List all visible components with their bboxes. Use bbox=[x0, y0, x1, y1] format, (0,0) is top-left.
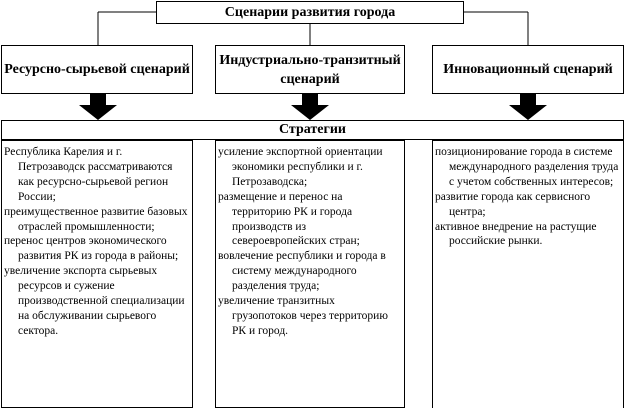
strategy-item: усиление экспортной ориентации экономики республики и г. Петрозаводска; bbox=[218, 146, 383, 188]
strategy-item: развитие города как сервисного центра; bbox=[435, 190, 591, 218]
strategy-item: преимущественное развитие базовых отраслей промышленности; bbox=[4, 205, 188, 233]
strategy-item: увеличение транзитных грузопотоков через территорию РК и город. bbox=[218, 295, 388, 337]
strategy-item: вовлечение республики и города в систему международного разделения труда; bbox=[218, 250, 386, 293]
strategy-column-innovation bbox=[432, 140, 624, 408]
diagram-title: Сценарии развития города bbox=[156, 1, 464, 24]
down-arrow-icon bbox=[79, 94, 117, 120]
strategies-header: Стратегии bbox=[1, 120, 624, 140]
scenario-innovation-header: Инновационный сценарий bbox=[432, 45, 624, 94]
strategy-item: размещение и перенос на территорию РК и города производств из североевропейских стран; bbox=[218, 190, 360, 248]
strategy-item: Республика Карелия и г. Петрозаводск рассматриваются как ресурсно-сырьевой регион России; bbox=[4, 146, 173, 203]
strategy-column-resource bbox=[1, 140, 193, 408]
strategy-item: увеличение экспорта сырьевых ресурсов и сужение производственной специализации на обслуживании сырьевого сектора. bbox=[4, 265, 185, 337]
strategy-item: позиционирование города в системе международного разделения труда с учетом собственных интересов; bbox=[435, 146, 619, 188]
scenario-resource-header: Ресурсно-сырьевой сценарий bbox=[1, 45, 193, 94]
scenario-industrial-header: Индустриально-транзитный сценарий bbox=[215, 45, 405, 94]
down-arrow-icon bbox=[291, 94, 329, 120]
strategy-item: активное внедрение на растущие российские рынки. bbox=[435, 220, 597, 248]
strategy-item: перенос центров экономического развития РК из города в районы; bbox=[4, 235, 179, 263]
strategy-column-industrial bbox=[215, 140, 405, 408]
down-arrow-icon bbox=[509, 94, 547, 120]
